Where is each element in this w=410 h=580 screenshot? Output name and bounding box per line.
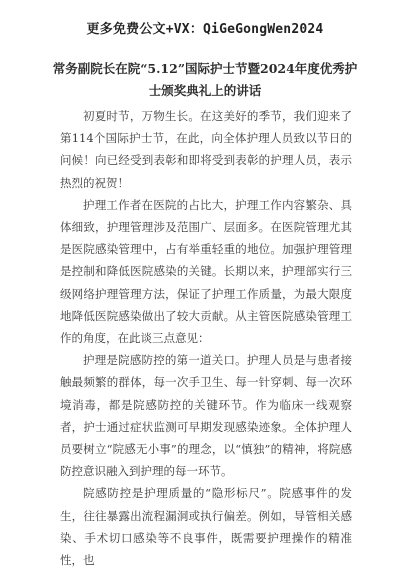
document-title: 常务副院长在院“5.12”国际护士节暨2024年度优秀护士颁奖典礼上的讲话 [52, 61, 358, 98]
page-header: 更多免费公文+VX：QiGeGongWen2024 [86, 22, 324, 37]
document-body [60, 105, 352, 571]
paragraph: 院感防控是护理质量的“隐形标尺”。院感事件的发生，往往暴露出流程漏洞或执行偏差。例如，导管相关感染、手术切口感染等不良事件，既需要护理操作的精准性，也 [60, 486, 352, 568]
paragraph: 护理是院感防控的第一道关口。护理人员是与患者接触最频繁的群体，每一次手卫生、每一针穿刺、每一次环境消毒，都是院感防控的关键环节。作为临床一线观察者，护士通过症状监测可早期发现感染迹象。全体护理人员要树立“院感无小事”的理念，以“慎独”的精神，将院感防控意识融入到护理的每一环节。 [60, 353, 352, 479]
paragraph: 初夏时节，万物生长。在这美好的季节，我们迎来了第114个国际护士节，在此，向全体护理人员致以节日的问候！向已经受到表彰和即将受到表彰的护理人员，表示热烈的祝贺！ [60, 109, 352, 190]
paragraph: 护理工作者在医院的占比大，护理工作内容繁杂、具体细致，护理管理涉及范围广、层面多。在医院管理尤其是医院感染管理中，占有举重轻重的地位。加强护理管理是控制和降低医院感染的关键。长期以来，护理部实行三级网络护理管理方法，保证了护理工作质量，为最大限度地降低医院感染做出了较大贡献。从主管医院感染管理工作的角度，在此谈三点意见： [60, 197, 352, 346]
